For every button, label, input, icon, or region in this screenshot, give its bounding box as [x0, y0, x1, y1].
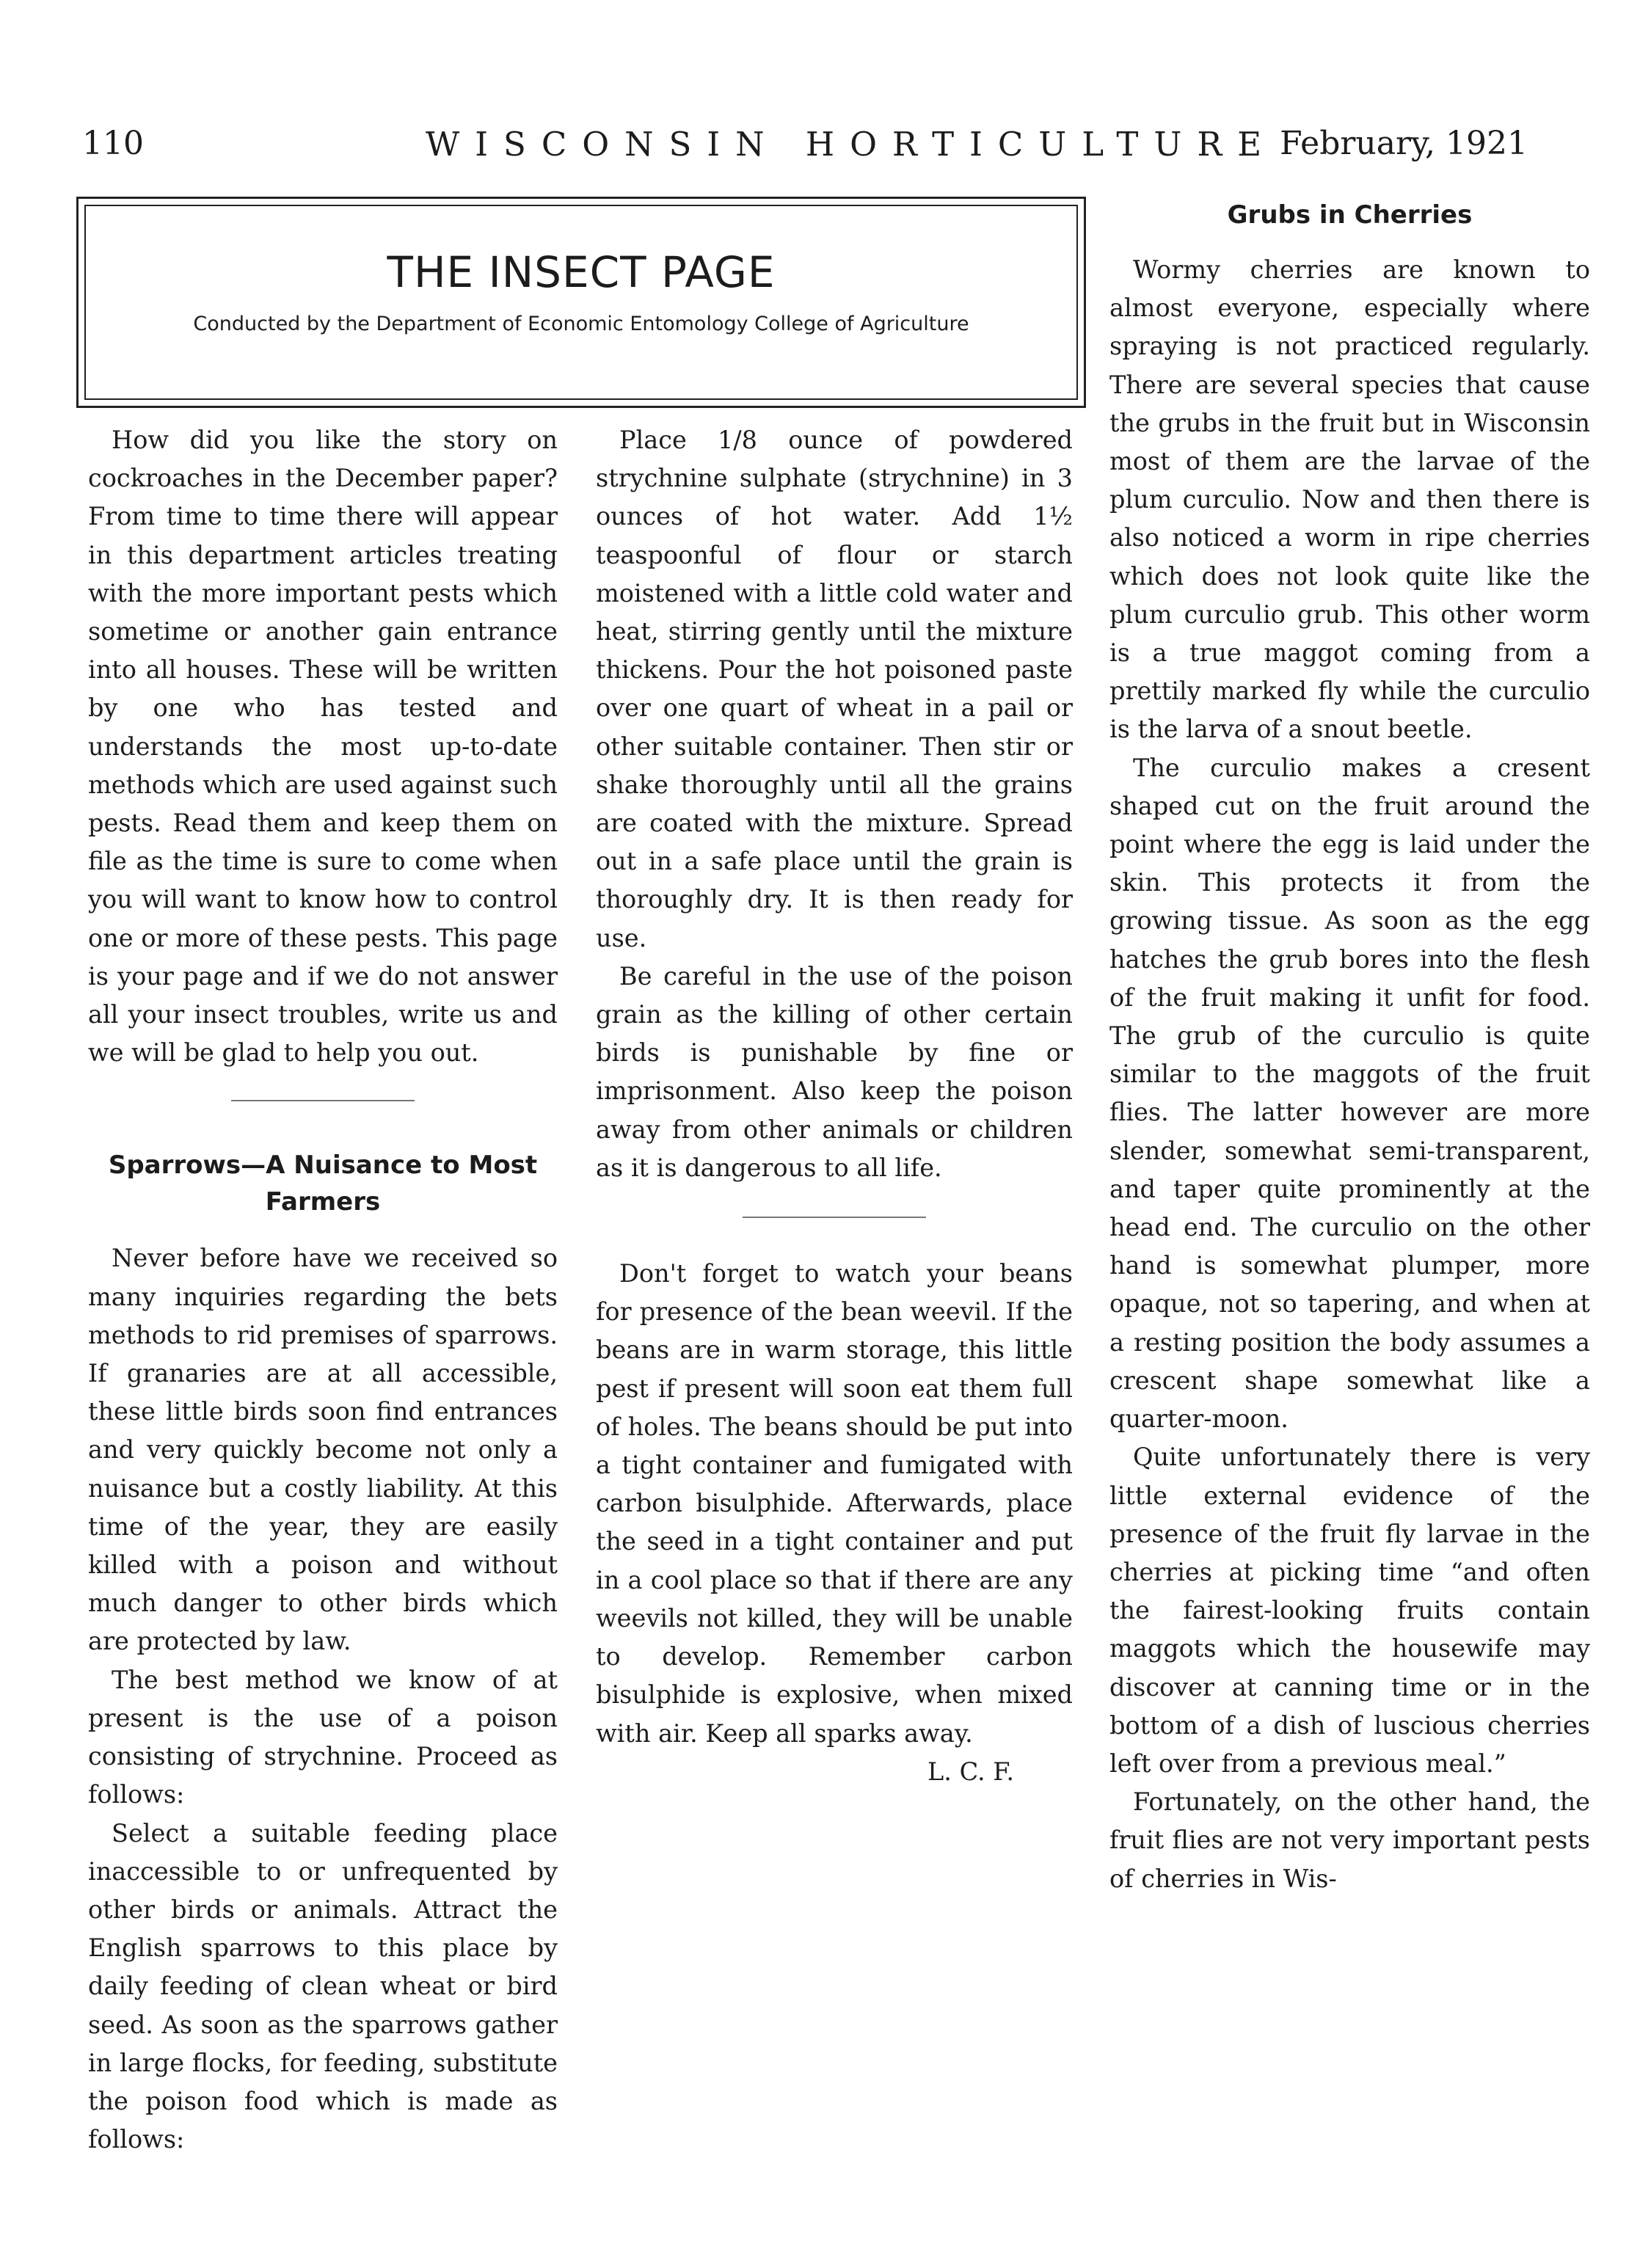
grubs-paragraph-3: Quite unfortunately there is very little external evidence of the presence of the fruit fly larvae in the cherries at picking time “and often the fairest-looking fruits contain maggots which the housewife may discover at canning time or in the bottom of a dish of luscious cherries left over from a previous meal.” [1109, 1443, 1590, 1778]
section-divider [231, 1100, 415, 1101]
column-right [1109, 197, 1590, 1898]
weevil-paragraph: Don't forget to watch your beans for presence of the bean weevil. If the beans are in warm storage, this little pest if present will soon eat them full of holes. The beans should be put into a tight container and fumigated with carbon bisulphide. Afterwards, place the seed in a tight container and put in a cool place so that if there are any weevils not killed, they will be unable to develop. Remember carbon bisulphide is explosive, when mixed with air. Keep all sparks away. [596, 1259, 1073, 1748]
grubs-paragraph-4: Fortunately, on the other hand, the fruit flies are not very important pests of cherries in Wis- [1109, 1787, 1590, 1893]
grubs-paragraph-2: The curculio makes a cresent shaped cut on the fruit around the point where the egg is laid under the skin. This protects it from the growing tissue. As soon as the egg hatches the grub bores into the flesh of the fruit making it unfit for food. The grub of the curculio is quite similar to the maggots of the fruit flies. The latter however are more slender, somewhat semi-transparent, and taper quite prominently at the head end. The curculio on the other hand is somewhat plumper, more opaque, not so tapering, and when at a resting position the body assumes a crescent shape somewhat like a quarter-moon. [1109, 753, 1590, 1434]
sparrows-paragraph-3: Select a suitable feeding place inaccessible to or unfrequented by other birds or animals. Attract the English sparrows to this place by daily feeding of clean wheat or bird seed. As soon as the sparrows gather in large flocks, for feeding, substitute the poison food which is made as follows: [88, 1818, 558, 2154]
section-divider [743, 1217, 926, 1218]
page-number: 110 [82, 125, 144, 162]
sparrows-paragraph-5: Be careful in the use of the poison grain as the killing of other certain birds is punishable by fine or imprisonment. Also keep the poison away from other animals or children as it is dangerous to all life. [596, 961, 1073, 1182]
sparrows-paragraph-1: Never before have we received so many inquiries regarding the bets methods to rid premises of sparrows. If granaries are at all accessible, these little birds soon find entrances and very quickly become not only a nuisance but a costly liability. At this time of the year, they are easily killed with a poison and without much danger to other birds which are protected by law. [88, 1244, 558, 1656]
section-subtitle: Conducted by the Department of Economic Entomology College of Agriculture [193, 313, 969, 335]
magazine-title: WISCONSIN HORTICULTURE [426, 125, 1278, 164]
grubs-paragraph-1: Wormy cherries are known to almost everyone, especially where spraying is not practiced regularly. There are several species that cause the grubs in the fruit but in Wisconsin most of them are the larvae of the plum curculio. Now and then there is also noticed a worm in ripe cherries which does not look quite like the plum curculio grub. This other worm is a true maggot coming from a prettily marked fly while the curculio is the larva of a snout beetle. [1109, 255, 1590, 744]
column-middle [596, 421, 1073, 1791]
sparrows-heading: Sparrows—A Nuisance to Most Farmers [108, 1151, 538, 1217]
insect-page-title-box [76, 197, 1086, 408]
sparrows-paragraph-4: Place 1/8 ounce of powdered strychnine sulphate (strychnine) in 3 ounces of hot water. Add 1½ teaspoonful of flour or starch moistened with a little cold water and heat, stirring gently until the mixture thickens. Pour the hot poisoned paste over one quart of wheat in a pail or other suitable container. Then stir or shake thoroughly until all the grains are coated with the mixture. Spread out in a safe place until the grain is thoroughly dry. It is then ready for use. [596, 426, 1073, 952]
issue-date: February, 1921 [1280, 125, 1528, 162]
grubs-heading: Grubs in Cherries [1227, 200, 1473, 230]
section-title: THE INSECT PAGE [387, 247, 776, 297]
intro-paragraph: How did you like the story on cockroaches in the December paper? From time to time there will appear in this department articles treating with the more important pests which sometime or another gain entrance into all houses. These will be written by one who has tested and understands the most up-to-date methods which are used against such pests. Read them and keep them on file as the time is sure to come when you will want to know how to control one or more of these pests. This page is your page and if we do not answer all your insect troubles, write us and we will be glad to help you out. [88, 426, 558, 1068]
author-signature: L. C. F. [927, 1757, 1014, 1786]
column-left [88, 421, 558, 2159]
sparrows-paragraph-2: The best method we know of at present is the use of a poison consisting of strychnine. Proceed as follows: [88, 1665, 558, 1809]
